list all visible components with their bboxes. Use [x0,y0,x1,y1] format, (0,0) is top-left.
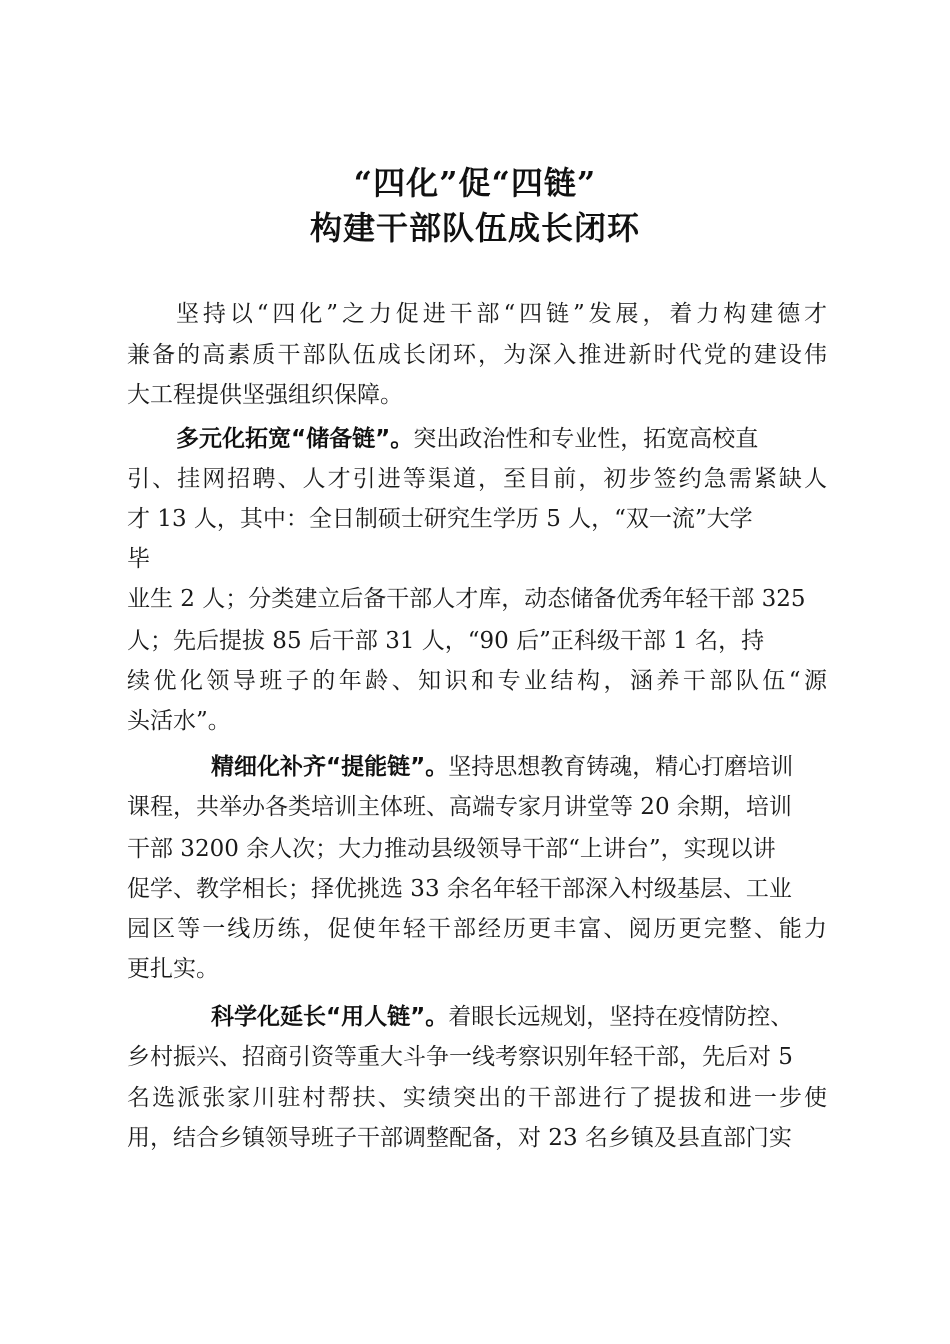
section-3-first-text: 着眼长远规划，坚持在疫情防控、 [448,1004,794,1030]
section-3-heading: 科学化延长“用人链”。 [211,1004,449,1030]
section-1-line: 头活水”。 [127,708,231,734]
section-1-heading: 多元化拓宽“储备链”。 [176,426,414,452]
intro-line: 坚持以“四化”之力促进干部“四链”发展，着力构建德才 [176,301,827,327]
intro-line: 兼备的高素质干部队伍成长闭环，为深入推进新时代党的建设伟 [127,342,827,368]
section-1-line: 才 13 人，其中：全日制硕士研究生学历 5 人，“双一流”大学 [127,506,753,532]
section-2-line: 更扎实。 [127,956,219,982]
section-2-first-line [211,752,827,782]
section-3-line: 用，结合乡镇领导班子干部调整配备，对 23 名乡镇及县直部门实 [127,1125,792,1151]
section-1-first-text: 突出政治性和专业性，拓宽高校直 [413,426,759,452]
section-1-line: 毕 [127,546,150,572]
section-3-line: 名选派张家川驻村帮扶、实绩突出的干部进行了提拔和进一步使 [127,1085,827,1111]
intro-line: 大工程提供坚强组织保障。 [127,382,403,408]
section-2-line: 干部 3200 余人次；大力推动县级领导干部“上讲台”，实现以讲 [127,836,776,862]
section-1-line: 续优化领导班子的年龄、知识和专业结构，涵养干部队伍“源 [127,668,827,694]
section-3-first-line [211,1002,827,1032]
section-2-line: 促学、教学相长；择优挑选 33 余名年轻干部深入村级基层、工业 [127,876,792,902]
section-2-heading: 精细化补齐“提能链”。 [211,754,449,780]
document-title-line-1: “四化”促“四链” [353,164,597,202]
section-3-line: 乡村振兴、招商引资等重大斗争一线考察识别年轻干部，先后对 5 [127,1044,793,1070]
section-1-first-line [176,424,827,454]
section-1-line: 引、挂网招聘、人才引进等渠道，至目前，初步签约急需紧缺人 [127,466,827,492]
document-title-line-2: 构建干部队伍成长闭环 [309,209,640,247]
section-1-line: 业生 2 人；分类建立后备干部人才库，动态储备优秀年轻干部 325 [127,586,806,612]
section-1-line: 人；先后提拔 85 后干部 31 人，“90 后”正科级干部 1 名，持 [127,628,765,654]
section-2-first-text: 坚持思想教育铸魂，精心打磨培训 [448,754,794,780]
section-2-line: 园区等一线历练，促使年轻干部经历更丰富、阅历更完整、能力 [127,916,827,942]
section-2-line: 课程，共举办各类培训主体班、高端专家月讲堂等 20 余期，培训 [127,794,792,820]
